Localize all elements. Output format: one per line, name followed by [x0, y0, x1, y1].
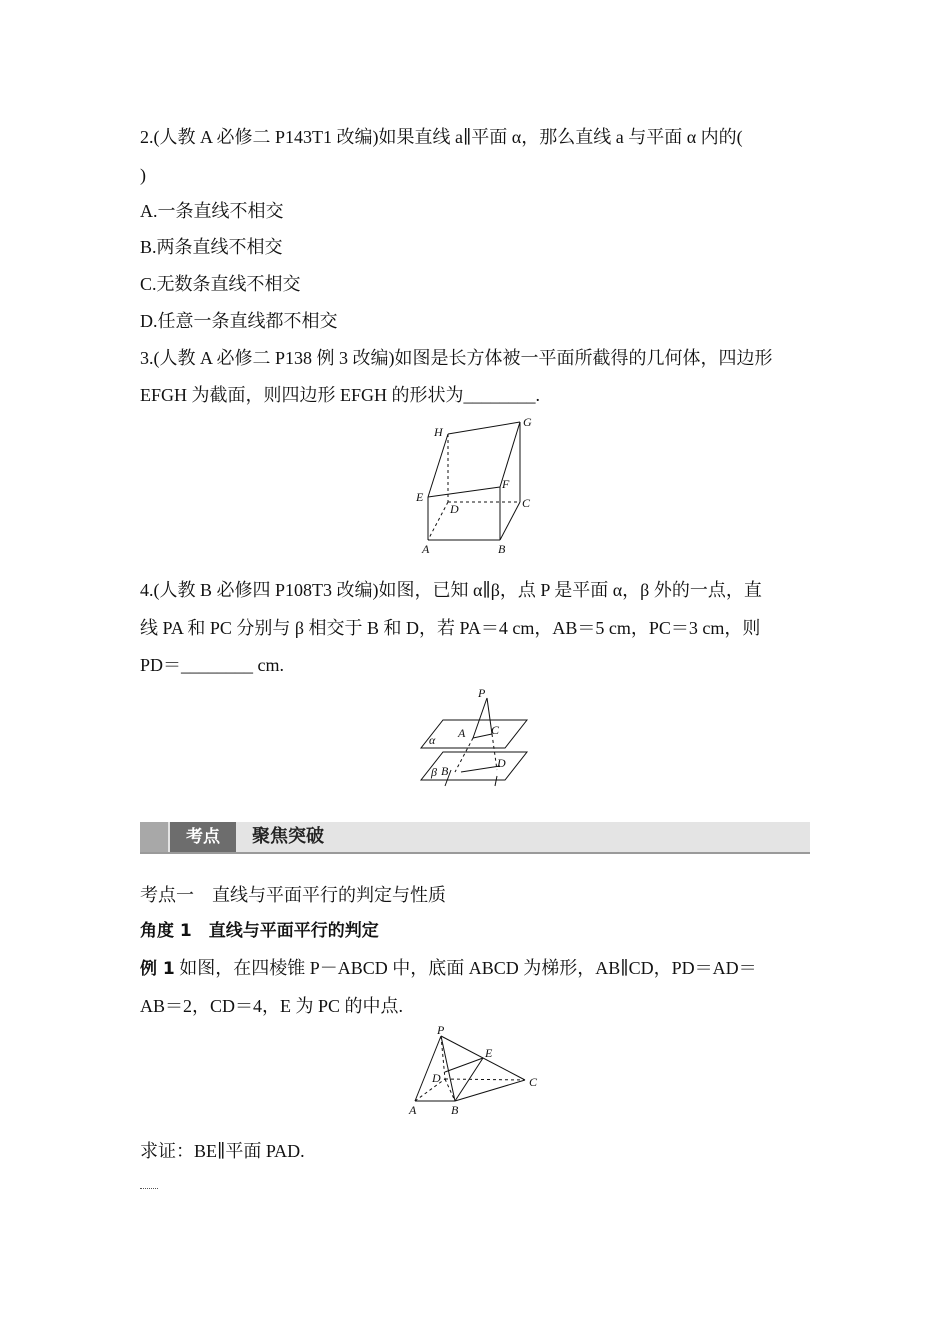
q2-stem-line1: 2.(人教 A 必修二 P143T1 改编)如果直线 a∥平面 α，那么直线 a 与平面 α 内的(: [140, 127, 743, 147]
example-line2: AB＝2，CD＝4，E 为 PC 的中点.: [140, 996, 404, 1016]
label-b: B: [498, 542, 506, 556]
label-e: E: [485, 1046, 493, 1060]
dotted-rule: [140, 1188, 158, 1189]
label-c: C: [522, 496, 531, 510]
label-e: E: [416, 490, 424, 504]
label-d: D: [497, 756, 506, 770]
label-beta: β: [431, 765, 437, 779]
q3-cuboid-figure: [400, 412, 550, 562]
label-c: C: [529, 1075, 538, 1089]
label-p: P: [478, 686, 486, 700]
prove-statement: 求证：BE∥平面 PAD.: [140, 1141, 305, 1161]
label-d: D: [450, 502, 459, 516]
label-a: A: [422, 542, 430, 556]
q4-stem-line3: PD＝________ cm.: [140, 655, 284, 675]
q2-option-a: A.一条直线不相交: [140, 201, 284, 221]
example-pyramid-figure: [405, 1024, 555, 1120]
example-line1: [140, 955, 757, 982]
q3-stem-line1: 3.(人教 A 必修二 P138 例 3 改编)如图是长方体被一平面所截得的几何体，四边形: [140, 348, 773, 368]
q2-stem-line2: ): [140, 165, 146, 185]
example-label: 例 1: [140, 959, 175, 979]
section-banner: [140, 820, 810, 856]
label-b: B: [451, 1103, 459, 1117]
angle-heading: 角度 1 直线与平面平行的判定: [140, 921, 379, 941]
label-b: B: [441, 764, 449, 778]
label-d: D: [432, 1071, 441, 1085]
label-a: A: [409, 1103, 417, 1117]
q2-option-b: B.两条直线不相交: [140, 237, 283, 257]
label-p: P: [437, 1024, 445, 1037]
label-f: F: [502, 477, 510, 491]
label-c: C: [491, 723, 500, 737]
section-heading: 考点一 直线与平面平行的判定与性质: [140, 885, 446, 905]
q2-option-d: D.任意一条直线都不相交: [140, 311, 338, 331]
q4-stem-line2: 线 PA 和 PC 分别与 β 相交于 B 和 D，若 PA＝4 cm，AB＝5 cm，PC＝3 cm，则: [140, 618, 761, 638]
q4-planes-figure: [415, 686, 535, 791]
banner-tag: 考点: [170, 822, 236, 852]
label-a: A: [458, 726, 466, 740]
q3-stem-line2: EFGH 为截面，则四边形 EFGH 的形状为________.: [140, 385, 541, 405]
example-text1: 如图，在四棱锥 P－ABCD 中，底面 ABCD 为梯形，AB∥CD，PD＝AD＝: [174, 958, 757, 978]
label-alpha: α: [429, 733, 436, 747]
label-h: H: [434, 425, 443, 439]
banner-title: 聚焦突破: [252, 826, 324, 847]
q4-stem-line1: 4.(人教 B 必修四 P108T3 改编)如图，已知 α∥β，点 P 是平面 α，β 外的一点，直: [140, 580, 762, 600]
q2-option-c: C.无数条直线不相交: [140, 274, 301, 294]
label-g: G: [523, 415, 532, 429]
